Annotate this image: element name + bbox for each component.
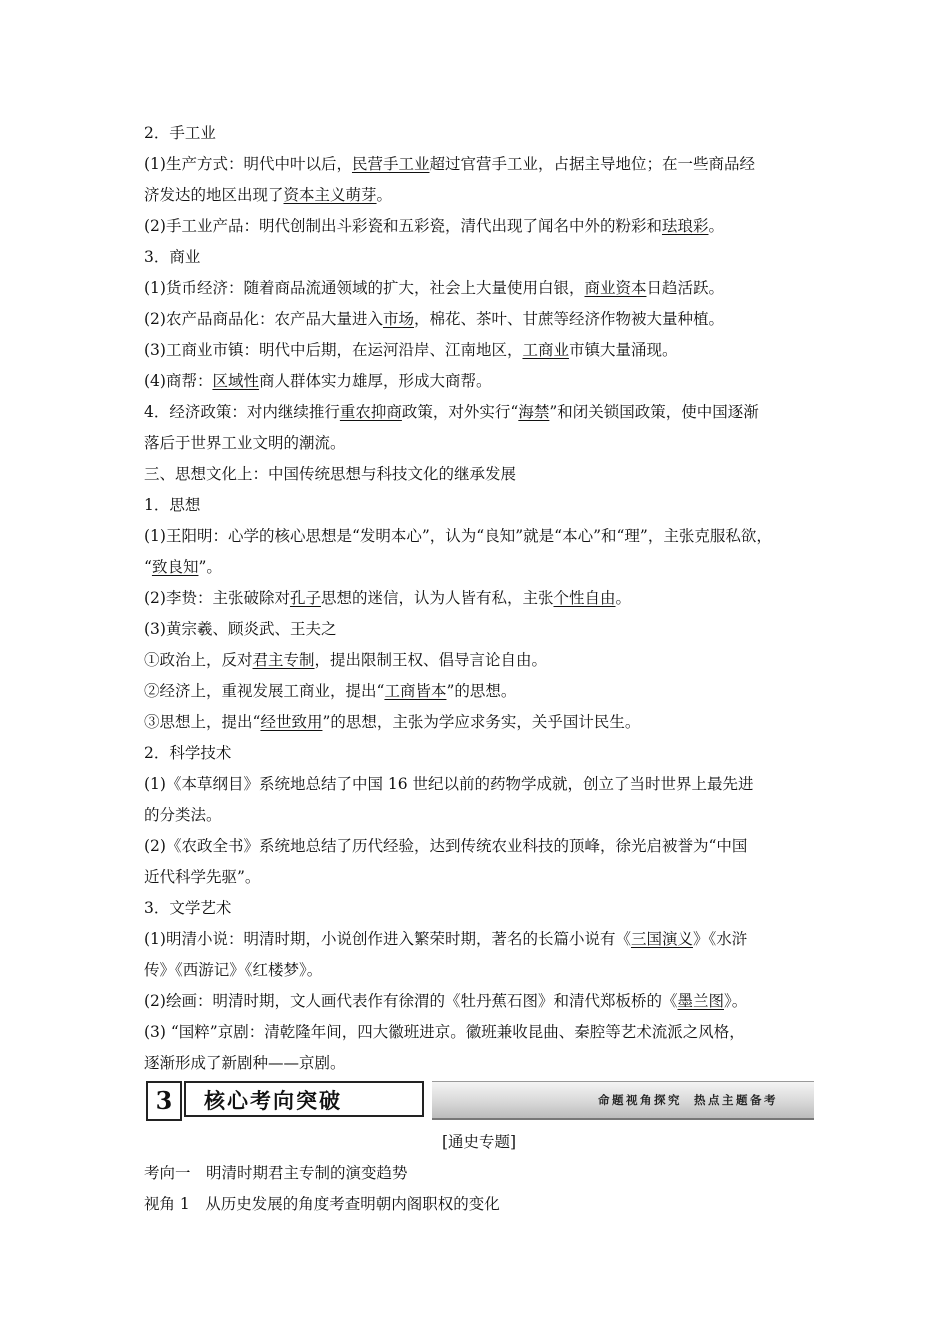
underlined-term: 工商皆本 [384, 682, 447, 700]
following-text [144, 1127, 824, 1220]
body-text [144, 118, 824, 1079]
text-line [144, 397, 824, 428]
text-line [144, 428, 824, 459]
text-line [144, 459, 824, 490]
banner-subtitle-1: 命题视角探究 [598, 1093, 682, 1107]
text-segment: ”和闭关锁国政策，使中国逐渐 [549, 403, 759, 421]
underlined-term: 区域性 [212, 372, 259, 390]
banner-subtitle [586, 1082, 778, 1118]
section-number: 3 [146, 1081, 182, 1121]
direction-heading: 考向一 明清时期君主专制的演变趋势 [144, 1164, 408, 1182]
text-segment: ③思想上，提出“ [144, 713, 261, 731]
underlined-term: 墨兰图 [677, 992, 724, 1010]
text-line [144, 986, 824, 1017]
text-line [144, 242, 824, 273]
banner-strip [432, 1081, 814, 1120]
text-line [144, 614, 824, 645]
text-line [144, 1048, 824, 1079]
text-segment: ”的思想，主张为学应求务实，关乎国计民生。 [322, 713, 641, 731]
underlined-term: 三国演义 [630, 930, 693, 948]
underlined-term: 资本主义萌芽 [283, 186, 377, 204]
text-line [144, 118, 824, 149]
text-segment: 3．文学艺术 [144, 899, 232, 917]
text-segment: 商人群体实力雄厚，形成大商帮。 [258, 372, 492, 390]
text-segment: 1．思想 [144, 496, 201, 514]
text-line [144, 149, 824, 180]
text-line [144, 1017, 824, 1048]
text-line [144, 180, 824, 211]
text-segment: 市镇大量涌现。 [568, 341, 678, 359]
text-segment: (3)工商业市镇：明代中后期，在运河沿岸、江南地区， [144, 341, 523, 359]
text-segment: 超过官营手工业，占据主导地位；在一些商品经 [429, 155, 755, 173]
text-segment: 三、思想文化上：中国传统思想与科技文化的继承发展 [144, 465, 517, 483]
text-line [144, 738, 824, 769]
underlined-term: 孔子 [289, 589, 321, 607]
underlined-term: 市场 [382, 310, 414, 328]
text-segment: 4．经济政策：对内继续推行 [144, 403, 340, 421]
text-segment: (2)绘画：明清时期，文人画代表作有徐渭的《牡丹蕉石图》和清代郑板桥的《 [144, 992, 678, 1010]
text-line [144, 831, 824, 862]
text-segment: 落后于世界工业文明的潮流。 [144, 434, 346, 452]
text-line [144, 893, 824, 924]
text-segment: (1)货币经济：随着商品流通领域的扩大，社会上大量使用白银， [144, 279, 585, 297]
section-banner [144, 1078, 814, 1120]
text-segment: 》《水浒 [692, 930, 748, 948]
section-label: [通史专题] [441, 1133, 517, 1151]
text-line [144, 583, 824, 614]
text-segment: 传》《西游记》《红楼梦》。 [144, 961, 323, 979]
text-segment: 。 [708, 217, 724, 235]
text-segment: ②经济上，重视发展工商业，提出“ [144, 682, 385, 700]
text-segment: 2．手工业 [144, 124, 216, 142]
text-line [144, 304, 824, 335]
underlined-term: 商业资本 [584, 279, 647, 297]
text-segment: 近代科学先驱”。 [144, 868, 261, 886]
text-line [144, 800, 824, 831]
text-segment: 2．科学技术 [144, 744, 232, 762]
text-segment: 。 [376, 186, 393, 204]
text-segment: (3) “国粹”京剧：清乾隆年间，四大徽班进京。徽班兼收昆曲、秦腔等艺术流派之风格， [144, 1023, 745, 1041]
text-line [144, 211, 824, 242]
section-title: 核心考向突破 [184, 1081, 424, 1117]
text-segment: 的分类法。 [144, 806, 222, 824]
underlined-term: 珐琅彩 [661, 217, 709, 235]
text-segment: 逐渐形成了新剧种——京剧。 [144, 1054, 346, 1072]
text-segment: (4)商帮： [144, 372, 213, 390]
text-line [144, 521, 824, 552]
text-segment: ”。 [198, 558, 222, 576]
text-segment: (2)《农政全书》系统地总结了历代经验，达到传统农业科技的顶峰，徐光启被誉为“中国 [144, 837, 748, 855]
underlined-term: 民营手工业 [351, 155, 430, 173]
underlined-term: 经世致用 [260, 713, 323, 731]
text-line [144, 645, 824, 676]
text-segment: (1)《本草纲目》系统地总结了中国 16 世纪以前的药物学成就，创立了当时世界上最先进 [144, 775, 754, 793]
text-line [144, 924, 824, 955]
text-segment: 思想的迷信，认为人皆有私，主张 [320, 589, 554, 607]
text-segment: (1)王阳明：心学的核心思想是“发明本心”，认为“良知”就是“本心”和“理”，主张克服私欲， [144, 527, 772, 545]
underlined-term: 工商业 [522, 341, 569, 359]
text-segment: ，棉花、茶叶、甘蔗等经济作物被大量种植。 [413, 310, 724, 328]
text-line [144, 676, 824, 707]
text-line [144, 707, 824, 738]
text-segment: 》。 [723, 992, 748, 1010]
banner-subtitle-2: 热点主题备考 [694, 1093, 778, 1107]
text-line [144, 366, 824, 397]
text-segment: 3．商业 [144, 248, 201, 266]
underlined-term: 个性自由 [553, 589, 616, 607]
underlined-term: 致良知 [151, 558, 199, 576]
text-segment: (1)明清小说：明清时期，小说创作进入繁荣时期，著名的长篇小说有《 [144, 930, 631, 948]
text-segment: 政策，对外实行“ [401, 403, 519, 421]
underlined-term: 海禁 [518, 403, 550, 421]
text-segment: (2)李贽：主张破除对 [144, 589, 290, 607]
angle-heading: 视角 1 从历史发展的角度考查明朝内阁职权的变化 [144, 1195, 500, 1213]
text-segment: ，提出限制王权、倡导言论自由。 [314, 651, 548, 669]
text-segment: (2)手工业产品：明代创制出斗彩瓷和五彩瓷，清代出现了闻名中外的粉彩和 [144, 217, 662, 235]
text-segment: (3)黄宗羲、顾炎武、王夫之 [144, 620, 337, 638]
text-segment: “ [144, 558, 152, 576]
text-segment: (1)生产方式：明代中叶以后， [144, 155, 352, 173]
text-line [144, 490, 824, 521]
text-segment: ”的思想。 [446, 682, 517, 700]
text-segment: (2)农产品商品化：农产品大量进入 [144, 310, 383, 328]
text-segment: ①政治上，反对 [144, 651, 253, 669]
text-line [144, 769, 824, 800]
text-segment: 。 [615, 589, 632, 607]
text-segment: 日趋活跃。 [646, 279, 724, 297]
text-line [144, 335, 824, 366]
text-segment: 济发达的地区出现了 [144, 186, 284, 204]
underlined-term: 君主专制 [252, 651, 315, 669]
underlined-term: 重农抑商 [339, 403, 402, 421]
text-line [144, 955, 824, 986]
text-line [144, 273, 824, 304]
text-line [144, 862, 824, 893]
text-line [144, 552, 824, 583]
